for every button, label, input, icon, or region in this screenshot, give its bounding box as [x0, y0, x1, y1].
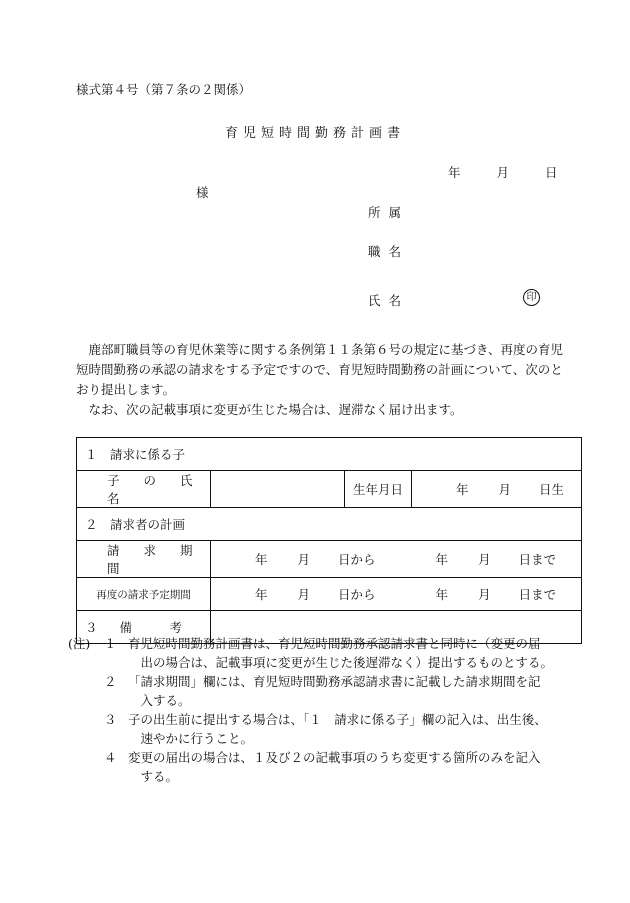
date-year-unit: 年: [448, 165, 461, 180]
birthdate-label: 生年月日: [345, 471, 412, 508]
birthdate-field[interactable]: [412, 471, 582, 508]
request-period-label: 請 求 期 間: [77, 541, 211, 578]
planned-from-month-unit: 月: [297, 587, 311, 602]
note-item: [68, 634, 588, 672]
planned-to-day-unit: 日まで: [518, 587, 557, 602]
birth-day-unit: 日生: [539, 482, 565, 497]
to-month-unit: 月: [478, 552, 491, 567]
name-label: 氏名: [368, 293, 410, 308]
remarks-label: 備 考: [119, 620, 182, 635]
date-line: [448, 163, 557, 181]
affiliation-label: 所属: [368, 205, 410, 220]
notes: [68, 634, 588, 786]
seal-mark: 印: [523, 289, 540, 306]
from-month-unit: 月: [297, 552, 311, 567]
from-day-unit: 日から: [338, 552, 376, 567]
notes-prefix: (注): [68, 636, 91, 651]
note-item: [68, 672, 588, 710]
child-name-label: 子 の 氏 名: [77, 471, 211, 508]
note-number: ４: [104, 750, 117, 765]
note-line: 速やかに行うこと。: [140, 731, 254, 746]
note-number: １: [104, 636, 117, 651]
note-line: 「請求期間」欄には、育児短時間勤務承認請求書に記載した請求期間を記: [128, 674, 541, 689]
plan-table: [76, 437, 582, 644]
planned-period-label: 再度の請求予定期間: [77, 578, 211, 611]
body-paragraph-1: 鹿部町職員等の育児休業等に関する条例第１１条第６号の規定に基づき、再度の育児短時間勤務の承認の請求をする予定ですので、育児短時間勤務の計画について、次のとおり提出します。: [76, 342, 564, 397]
note-number: ３: [104, 712, 117, 727]
birth-month-unit: 月: [498, 482, 512, 497]
planned-period-field[interactable]: [211, 578, 582, 611]
birth-year-unit: 年: [456, 482, 469, 497]
addressee-suffix: 様: [196, 185, 209, 200]
body-paragraph-2: なお、次の記載事項に変更が生じた場合は、遅滞なく届け出ます。: [88, 402, 463, 417]
date-month-unit: 月: [496, 165, 509, 180]
planned-from-day-unit: 日から: [338, 587, 376, 602]
note-line: 変更の届出の場合は、１及び２の記載事項のうち変更する箇所のみを記入: [128, 750, 541, 765]
section-3-number: ３: [85, 620, 98, 635]
child-name-field[interactable]: [211, 471, 345, 508]
date-day-unit: 日: [544, 165, 558, 180]
form-number: 様式第４号（第７条の２関係）: [76, 82, 252, 97]
document-title: 育児短時間勤務計画書: [224, 126, 405, 141]
note-line: 育児短時間勤務計画書は、育児短時間勤務承認請求書と同時に（変更の届: [128, 636, 541, 651]
planned-from-year-unit: 年: [255, 587, 268, 602]
note-line: 子の出生前に提出する場合は、「１ 請求に係る子」欄の記入は、出生後、: [128, 712, 547, 727]
to-day-unit: 日まで: [518, 552, 557, 567]
note-number: ２: [104, 674, 117, 689]
request-period-field[interactable]: [211, 541, 582, 578]
note-line: する。: [140, 769, 179, 784]
note-line: 出の場合は、記載事項に変更が生じた後遅滞なく）提出するものとする。: [140, 655, 554, 670]
note-line: 入する。: [140, 693, 191, 708]
body-text: [76, 340, 572, 420]
note-item: [68, 748, 588, 786]
to-year-unit: 年: [435, 552, 449, 567]
section-2-heading: ２ 請求者の計画: [77, 508, 582, 541]
planned-to-year-unit: 年: [435, 587, 449, 602]
section-1-heading: １ 請求に係る子: [77, 438, 582, 471]
note-item: [68, 710, 588, 748]
planned-to-month-unit: 月: [478, 587, 491, 602]
position-label: 職名: [368, 244, 410, 259]
from-year-unit: 年: [255, 552, 268, 567]
